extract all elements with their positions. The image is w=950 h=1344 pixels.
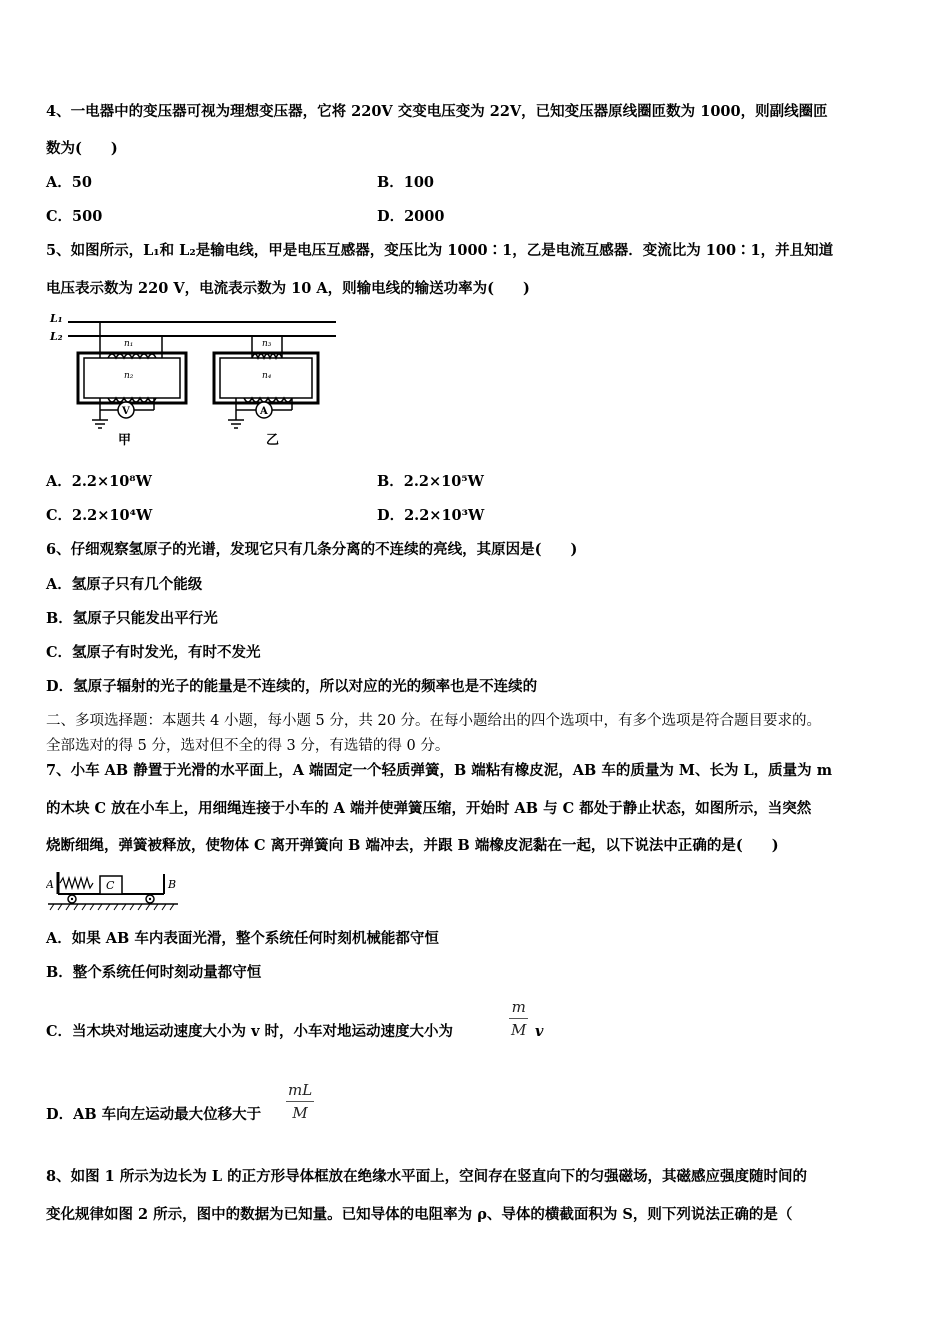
fig-label-jia: 甲 xyxy=(118,433,132,448)
section2-line1: 二、多项选择题：本题共 4 小题，每小题 5 分，共 20 分。在每小题给出的四个选项中，有多个选项是符合题目要求的。 xyxy=(46,713,822,729)
q7-stem-line1: 7、小车 AB 静置于光滑的水平面上，A 端固定一个轻质弹簧，B 端粘有橡皮泥，AB 车的质量为 M、长为 L，质量为 m xyxy=(46,762,833,779)
fig-label-end-b: B xyxy=(168,878,177,891)
q5-stem-line1: 5、如图所示，L₁和 L₂是输电线，甲是电压互感器，变压比为 1000∶1，乙是电流互感器．变流比为 100∶1，并且知道 xyxy=(46,242,834,259)
q4-option-c: C．500 xyxy=(46,208,103,225)
q7-option-d: D．AB 车向左运动最大位移大于 xyxy=(46,1106,262,1123)
q4-stem-line2: 数为( ) xyxy=(46,140,118,157)
fig-label-block-c: C xyxy=(106,879,115,892)
spring-icon xyxy=(60,878,93,888)
q7-option-a: A．如果 AB 车内表面光滑，整个系统任何时刻机械能都守恒 xyxy=(46,930,439,947)
fig-label-n1: n₁ xyxy=(124,339,134,349)
fig-label-yi: 乙 xyxy=(266,433,280,448)
q6-option-d: D．氢原子辐射的光子的能量是不连续的，所以对应的光的频率也是不连续的 xyxy=(46,678,538,695)
q7-stem-line2: 的木块 C 放在小车上，用细绳连接于小车的 A 端并使弹簧压缩，开始时 AB 与 C 都处于静止状态，如图所示，当突然 xyxy=(46,800,812,817)
fig-label-l2: L₂ xyxy=(50,330,63,343)
q5-transformer-figure xyxy=(46,308,338,450)
section2-line2: 全部选对的得 5 分，选对但不全的得 3 分，有选错的得 0 分。 xyxy=(46,738,450,754)
q8-stem-line1: 8、如图 1 所示为边长为 L 的正方形导体框放在绝缘水平面上，空间存在竖直向下的匀强磁场，其磁感应强度随时间的 xyxy=(46,1168,808,1185)
q4-option-b: B．100 xyxy=(377,174,435,191)
q5-option-c: C．2.2×10⁴W xyxy=(46,507,153,524)
q4-option-a: A．50 xyxy=(46,174,92,191)
q6-stem: 6、仔细观察氢原子的光谱，发现它只有几条分离的不连续的亮线，其原因是( ) xyxy=(46,541,578,558)
q6-option-b: B．氢原子只能发出平行光 xyxy=(46,610,218,627)
q5-option-a: A．2.2×10⁸W xyxy=(46,473,152,490)
q7-option-c-tail: v xyxy=(535,1023,544,1040)
fig-label-a: A xyxy=(260,406,268,417)
q7-option-c-fraction xyxy=(509,998,528,1039)
fig-label-n2: n₂ xyxy=(124,371,134,381)
fig-label-l1: L₁ xyxy=(50,312,63,325)
current-transformer xyxy=(214,336,318,448)
voltage-transformer xyxy=(78,322,186,448)
q7-cart-figure xyxy=(46,866,180,912)
q7-stem-line3: 烧断细绳，弹簧被释放，使物体 C 离开弹簧向 B 端冲去，并跟 B 端橡皮泥黏在一起，以下说法中正确的是( ) xyxy=(46,837,779,854)
fig-label-n3: n₃ xyxy=(262,339,272,349)
fraction-denominator: M xyxy=(511,1021,527,1039)
q4-stem-line1: 4、一电器中的变压器可视为理想变压器，它将 220V 交变电压变为 22V，已知变压器原线圈匝数为 1000，则副线圈匝 xyxy=(46,103,828,120)
fraction-denominator-2: M xyxy=(292,1104,308,1122)
fraction-numerator-2: mL xyxy=(288,1081,313,1099)
q4-option-d: D．2000 xyxy=(377,208,445,225)
fig-label-end-a: A xyxy=(46,878,54,891)
fraction-numerator: m xyxy=(511,998,526,1016)
fig-label-n4: n₄ xyxy=(262,371,272,381)
q5-stem-line2: 电压表示数为 220 V，电流表示数为 10 A，则输电线的输送功率为( ) xyxy=(46,280,530,297)
q7-option-c: C．当木块对地运动速度大小为 v 时，小车对地运动速度大小为 xyxy=(46,1023,454,1040)
q7-option-d-fraction xyxy=(286,1081,314,1122)
q7-option-b: B．整个系统任何时刻动量都守恒 xyxy=(46,964,262,981)
q6-option-c: C．氢原子有时发光，有时不发光 xyxy=(46,644,261,661)
q5-option-b: B．2.2×10⁵W xyxy=(377,473,484,490)
fig-label-v: V xyxy=(122,406,130,417)
q6-option-a: A．氢原子只有几个能级 xyxy=(46,576,203,593)
q5-option-d: D．2.2×10³W xyxy=(377,507,485,524)
q8-stem-line2: 变化规律如图 2 所示，图中的数据为已知量。已知导体的电阻率为 ρ、导体的横截面积为 S，则下列说法正确的是（ xyxy=(46,1206,793,1223)
